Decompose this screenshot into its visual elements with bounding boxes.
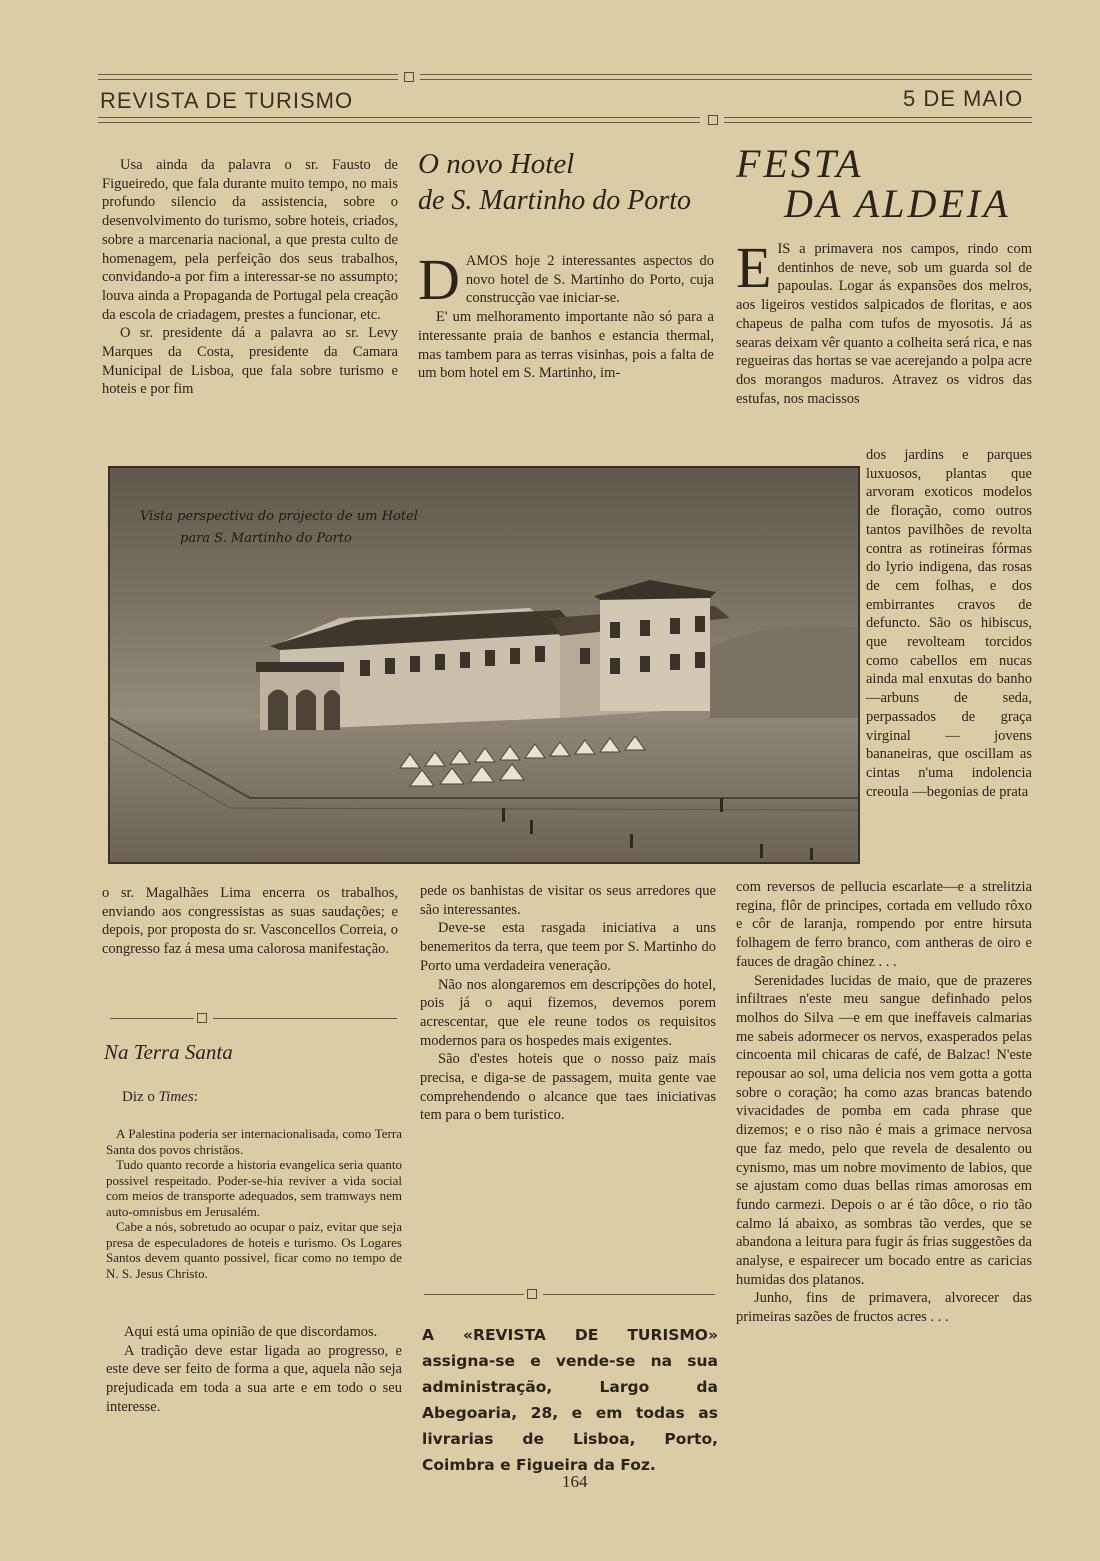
festa-top	[736, 235, 1032, 408]
paragraph	[736, 235, 1032, 408]
divider-left	[424, 1294, 524, 1295]
paragraph: Deve-se esta rasgada iniciativa a uns benemeritos da terra, que teem por S. Martinho do Porto uma verdadeira veneração.	[420, 920, 716, 974]
paragraph: Serenidades lucidas de maio, que de prazeres infiltraes n'este meu sangue definhado pelos molhos do Silva —e em que ineffaveis calmarias me sabeis adormecer os nervos, exasperados pelas cincoenta mil chicaras de café, de Balzac! N'este repousar ao sol, uma delicia nos vem gotta a gotta sobre o coração; ha como azas brancas batendo vivacidades de pomba em cada phrase que dizemos; e o riso não é mais a grimace nervosa que faz medo, pelo que revela de desalento ou cynismo, mas um nobre movimento de labios, que se ajustam como duas bellas rimas amorosas em fundo carmezi. Depois o ar é tão dôce, o rio tão calmo lá abaixo, as sombras tão verdes, que se abandona a leitura para fugir ás frias suggestões da analyse, e espairecer um bocado entre as caricias humidas dos platanos.	[736, 972, 1032, 1288]
terra-santa-intro	[122, 1088, 392, 1107]
issue-date: 5 DE MAIO	[903, 86, 1024, 111]
paragraph: Usa ainda da palavra o sr. Fausto de Figueiredo, que fala durante muito tempo, no mais profundo silencio da assistencia, sobre o desenvolvimento do turismo, sobre hoteis, criados, sobre a marcenaria nacional, a que presta culto de homenagem, pela perfeição dos seus trabalhos, convidando-a por fim a interessar-se no assumpto; louva ainda a Propaganda de Portugal pela creação da escola de criadagem, prestes a funcionar, etc.	[102, 157, 398, 323]
running-title: REVISTA DE TURISMO	[100, 88, 354, 113]
intro-source: Times	[158, 1089, 194, 1105]
column-1-top	[102, 156, 398, 399]
paragraph: São d'estes hoteis que o nosso paiz mais precisa, e diga-se de passagem, muita gente vae comprehendendo o alcance que taes iniciativas tem para o bem turistico.	[420, 1051, 716, 1124]
header-rule-bottom-left	[98, 117, 700, 123]
ornament-square	[197, 1013, 207, 1023]
paragraph-text: AMOS hoje 2 interessantes aspectos do novo hotel de S. Martinho do Porto, cuja construcção vae iniciar-se.	[465, 253, 714, 307]
ornament-square	[527, 1289, 537, 1299]
hotel-drawing	[110, 468, 858, 862]
terra-santa-title: Na Terra Santa	[104, 1040, 233, 1064]
paragraph: pede os banhistas de visitar os seus arredores que são interessantes.	[420, 883, 716, 918]
hotel-illustration	[108, 466, 860, 864]
header-rule-top-left	[98, 74, 398, 80]
festa-title-line1: FESTA	[736, 141, 864, 186]
paragraph: E' um melhoramento importante não só para a interessante praia de banhos e estancia thermal, mas tambem para as terras visinhas, pois a falta de um bom hotel em S. Martinho, im-	[418, 309, 714, 382]
paragraph: Não nos alongaremos em descripções do hotel, pois já o aqui fizemos, devemos porem acrescentar, que ele reune todos os requisitos modernos para os hospedes mais exigentes.	[420, 976, 716, 1049]
paragraph: com reversos de pellucia escarlate—e a strelitzia regina, flôr de principes, cortada em velludo rôxo e côr de laranja, rompendo por entre hirsuta folhagem de ferro branco, com antheras de oiro e fauces de dragão chinez . . .	[736, 879, 1032, 970]
drop-cap: D	[418, 247, 460, 312]
figure-caption-line1: Vista perspectiva do projecto de um Hotel	[140, 509, 418, 524]
hotel-article-top	[418, 247, 714, 383]
hotel-article-bottom	[420, 882, 716, 1125]
quote-paragraph: Cabe a nós, sobretudo ao ocupar o paiz, evitar que seja presa de especuladores de hoteis e turismo. Os Logares Santos devem quanto possivel, ficar como no tempo de N. S. Jesus Christo.	[106, 1219, 402, 1281]
intro-prefix: Diz o	[122, 1089, 159, 1105]
paragraph: dos jardins e parques luxuosos, plantas que arvoram exoticos modelos de floração, como outros tantos pavilhões de revolta contra as rotineiras fórmas do lyrio indigena, das rosas de cem folhas, e dos embirrantes cravos de defuncto. São os hibiscus, que revolteam torcidos como cabellos em nucas ainda mal enxutas do banho—arbuns de seda, perpassados de graça virginal — jovens bananeiras, que oscillam as cintas n'uma indolencia creoula —begonias de prata	[866, 447, 1032, 800]
paragraph: o sr. Magalhães Lima encerra os trabalhos, enviando aos congressistas as suas saudações; e depois, por proposta do sr. Vasconcellos Correia, o congresso faz á mesa uma calorosa manifestação.	[102, 885, 398, 958]
festa-narrow	[866, 446, 1032, 801]
page-number: 164	[562, 1472, 588, 1491]
figure-caption-line2: para S. Martinho do Porto	[180, 531, 352, 546]
festa-title-line2: DA ALDEIA	[784, 181, 1011, 226]
paragraph-text: IS a primavera nos campos, rindo com dentinhos de neve, sob um guarda sol de papoulas. Logar ás expansões dos melros, aos ligeiros vestidos salpicados de floritas, e aos chapeus de palha com tufos de myosotis. Já as searas deixam vêr quanto a colheita será rica, e nas regueiras das hortas se vae acerejando a polpa acre dos morangos maduros. Atravez os vidros das estufas, nos macissos	[736, 241, 1032, 407]
paragraph: Junho, fins de primavera, alvorecer das primeiras sazões de fructos acres . . .	[736, 1290, 1032, 1326]
divider-left	[110, 1018, 194, 1019]
subscription-notice: A «REVISTA DE TURISMO» assigna-se e vende-se na sua administração, Largo da Abegoaria, 28, e em todas as livrarias de Lisboa, Porto, Coimbra e Figueira da Foz.	[422, 1326, 718, 1474]
terra-santa-quote	[106, 1126, 402, 1281]
divider-right	[213, 1018, 397, 1019]
header-rule-top-right	[420, 74, 1032, 80]
paragraph: Aqui está uma opinião de que discordamos.	[124, 1324, 378, 1340]
paragraph	[418, 247, 714, 312]
quote-paragraph: Tudo quanto recorde a historia evangelica seria quanto possivel respeitado. Poder-se-hia reviver a vida social com meios de transporte adequados, sem tramways nem auto-omnisbus em Jerusalém.	[106, 1157, 402, 1219]
quote-paragraph: A Palestina poderia ser internacionalisada, como Terra Santa dos povos christãos.	[106, 1126, 402, 1157]
paragraph: O sr. presidente dá a palavra ao sr. Levy Marques da Costa, presidente da Camara Municipal de Lisboa, que fala sobre turismo e hoteis e por fim	[102, 325, 398, 398]
drop-cap: E	[736, 235, 772, 300]
festa-bottom	[736, 878, 1032, 1327]
paragraph: A tradição deve estar ligada ao progresso, e este deve ser feito de forma a que, aquela não seja prejudicada em toda a sua arte e em todo o seu interesse.	[106, 1342, 402, 1415]
intro-suffix: :	[193, 1089, 198, 1105]
ornament-square	[404, 72, 414, 82]
hotel-article-title-line2: de S. Martinho do Porto	[418, 185, 691, 216]
column-1-bottom	[102, 884, 398, 959]
terra-santa-comment	[106, 1323, 402, 1417]
divider-right	[543, 1294, 715, 1295]
ornament-square	[708, 115, 718, 125]
hotel-article-title-line1: O novo Hotel	[418, 148, 575, 180]
header-rule-bottom-right	[724, 117, 1032, 123]
